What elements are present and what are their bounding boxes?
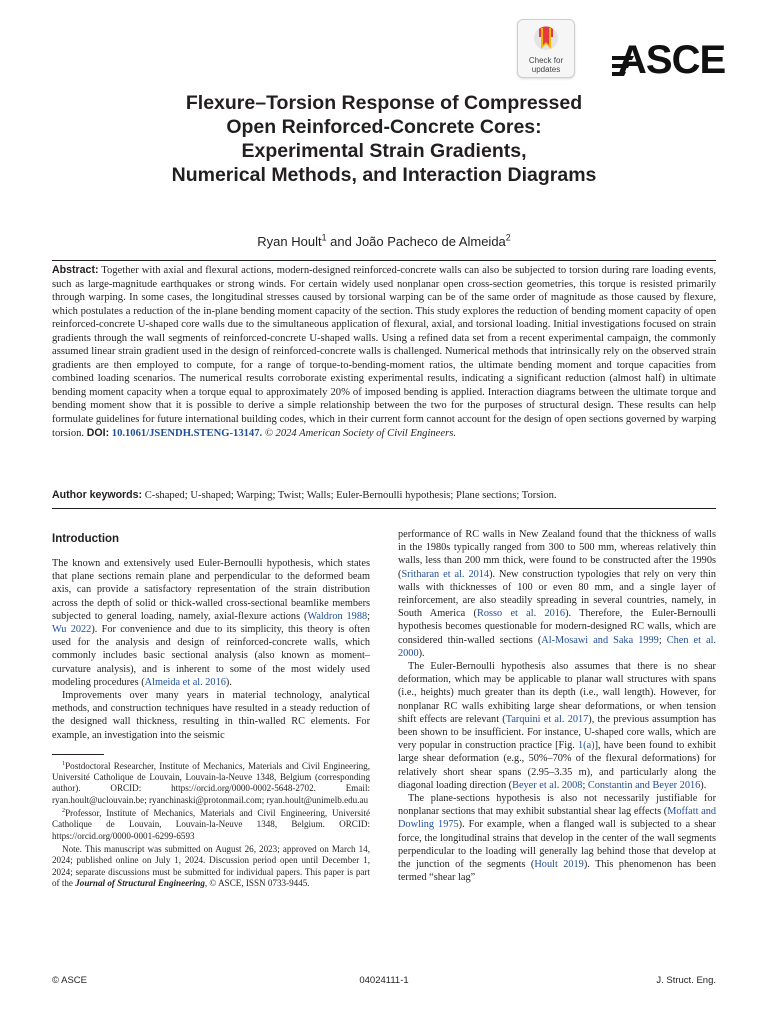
intro-p1-text-b: ). For convenience and due to its simplicity, this theory is often used for the analysis and design of reinforced-concrete walls, which commonly includes basic sectional analysis (also known as moment–curvature analysis), and is inherent to some of the most widely used modeling procedures (	[52, 624, 371, 688]
keywords-label: Author keywords:	[52, 489, 143, 501]
submission-note-text-b: , © ASCE, ISSN 0733-9445.	[204, 877, 310, 888]
ref-link-wu[interactable]: Wu 2022	[52, 624, 92, 636]
title-line-1: Flexure–Torsion Response of Compressed	[185, 92, 583, 114]
doi-link[interactable]: 10.1061/JSENDH.STENG-13147.	[111, 427, 263, 439]
abstract-copyright: © 2024 American Society of Civil Engineers.	[264, 427, 456, 439]
abstract	[52, 264, 716, 440]
check-updates-line1: Check for	[528, 56, 564, 65]
check-for-updates-label	[518, 56, 574, 74]
right-p1-text-b: ). New construction typologies that rely on very thin walls with thicknesses of 100 or even 80 mm, and a single layer of reinforcement, are also steadily spreading in several countries, namely, in South America (	[398, 568, 717, 620]
right-p1-text-a: performance of RC walls in New Zealand found that the thickness of walls in the 1980s typically ranged from 300 to 500 mm, whereas relatively thin walls, less than 200 mm thick, were found to be constructed after the 1990s (	[398, 529, 716, 580]
ref-link-al-mosawi[interactable]: Al-Mosawi and Saka 1999	[541, 634, 659, 646]
left-column	[52, 528, 370, 889]
submission-note	[52, 844, 370, 889]
right-p1-text-d: ).	[418, 647, 425, 659]
author-2-affiliation-marker: 2	[505, 232, 511, 243]
author-1-name: Ryan Hoult	[257, 234, 322, 249]
author-2-name: João Pacheco de Almeida	[355, 234, 506, 249]
journal-name: Journal of Structural Engineering	[75, 877, 205, 888]
footer-copyright: © ASCE	[52, 975, 87, 986]
footnote-1-text: Postdoctoral Researcher, Institute of Mechanics, Materials and Civil Engineering, Université Catholique de Louvain, Louvain-la-Neuve 1348, Belgium (corresponding author). ORCID: https://orcid.org/0000-0002-5648-2702. Email: ryan.hoult@uclouvain.be; ryanchinaski@protonmail.com; ryan.hoult@unimelb.edu.au	[52, 760, 370, 805]
right-p3-text-b: ). For example, when a flanged wall is subjected to a shear force, the longitudinal strains that develop in the center of the wall segments perpendicular to the loading will generally lag behind those that develop at the junction of the segments (	[398, 819, 716, 871]
title-line-2: Open Reinforced-Concrete Cores:	[226, 116, 542, 138]
right-p2-text-d: ).	[700, 779, 707, 791]
author-keywords	[52, 488, 716, 503]
ref-link-sritharan[interactable]: Sritharan et al. 2014	[401, 568, 490, 580]
ref-link-waldron[interactable]: Waldron 1988	[307, 610, 368, 622]
title-line-3: Experimental Strain Gradients,	[241, 140, 527, 162]
footnote-1-marker: 1	[62, 759, 66, 767]
footnote-2-text: Professor, Institute of Mechanics, Materials and Civil Engineering, Université Catholique de Louvain, Louvain-la-Neuve 1348, Belgium. ORCID: https://orcid.org/0000-0001-6299-6593	[52, 808, 370, 841]
keywords-text: C-shaped; U-shaped; Warping; Twist; Walls; Euler-Bernoulli hypothesis; Plane sections; Torsion.	[144, 490, 557, 501]
author-1-affiliation-marker: 1	[321, 232, 327, 243]
right-paragraph-3	[398, 792, 716, 884]
page-footer	[52, 975, 716, 989]
paper-title	[70, 91, 698, 187]
introduction-heading: Introduction	[52, 533, 120, 545]
abstract-top-rule	[52, 260, 716, 261]
right-column	[398, 528, 716, 884]
keywords-bottom-rule	[52, 508, 716, 509]
footer-article-number: 04024111-1	[359, 975, 409, 986]
ref-separator: ;	[658, 634, 667, 646]
author-list	[70, 234, 698, 250]
ref-link-beyer[interactable]: Beyer et al. 2008	[512, 779, 583, 791]
ref-link-hoult[interactable]: Hoult 2019	[534, 859, 584, 871]
right-paragraph-1	[398, 528, 716, 660]
author-joiner: and	[326, 234, 356, 249]
intro-p1-text-c: ).	[225, 676, 232, 688]
ref-link-constantin[interactable]: Constantin and Beyer 2016	[587, 779, 701, 791]
footnote-1	[52, 761, 370, 806]
intro-paragraph-1	[52, 557, 370, 689]
ref-link-almeida[interactable]: Almeida et al. 2016	[144, 676, 226, 688]
ref-separator: ;	[582, 779, 588, 791]
check-updates-line2: updates	[531, 65, 561, 74]
right-p2-text-b: ), the previous assumption has been shown to be insufficient. For instance, U-shaped core walls, which are very popular in construction practice [Fig.	[398, 713, 716, 752]
asce-logo	[612, 38, 726, 82]
submission-note-text-a: Note. This manuscript was submitted on August 26, 2023; approved on March 14, 2024; published online on July 1, 2024. Discussion period open until December 1, 2024; separate discussions must be submitted for individual papers. This paper is part of the	[52, 843, 370, 888]
abstract-label: Abstract:	[52, 264, 99, 276]
right-p2-text-c: ], have been found to exhibit large shear deformation (e.g., 50%–70% of the flexural deformations) for relatively short shear spans (2.95–3.35 m), and particularly along the diagonal loading direction (	[398, 740, 716, 791]
footer-journal-abbrev: J. Struct. Eng.	[656, 975, 716, 986]
check-for-updates-badge[interactable]	[517, 19, 575, 78]
ref-link-rosso[interactable]: Rosso et al. 2016	[476, 608, 566, 620]
title-line-4: Numerical Methods, and Interaction Diagrams	[171, 164, 597, 186]
ref-separator: ;	[367, 610, 370, 622]
footnote-2	[52, 808, 370, 842]
asce-logo-text: ASCE	[618, 38, 726, 82]
ref-link-chen[interactable]: Chen et al. 2000	[398, 634, 717, 659]
right-p3-text-c: ). This phenomenon has been termed “shear lag”	[398, 859, 717, 884]
right-p2-text-a: The Euler-Bernoulli hypothesis also assumes that there is no shear deformation, which may be applicable to planar wall structures with spans (i.e., heights) much greater than its depth (i.e., wall length). However, for nonplanar RC walls exhibiting large shear deformations, or when tension shift effects are relevant (	[398, 661, 716, 725]
intro-p1-text-a: The known and extensively used Euler-Bernoulli hypothesis, which states that plane sections remain plane and perpendicular to the deformed beam axis, can provide a satisfactory representation of the strain distribution across the depth of solid or thick-walled cross-sectional beamlike members subjected to general loading, namely, axial-flexure actions (	[52, 558, 370, 622]
right-paragraph-2	[398, 660, 716, 792]
bookmark-ribbon-icon	[533, 25, 559, 55]
figure-link-1a[interactable]: 1(a)	[578, 740, 595, 752]
right-p3-text-a: The plane-sections hypothesis is also not necessarily justifiable for nonplanar sections that may exhibit substantial shear lag effects (	[398, 793, 716, 818]
ref-link-tarquini[interactable]: Tarquini et al. 2017	[505, 713, 589, 725]
intro-paragraph-2: Improvements over many years in material technology, analytical methods, and construction techniques have resulted in a steady reduction of the designed wall thickness, resulting in thin-walled RC elements. For example, an investigation into the seismic	[52, 690, 370, 741]
footnotes	[52, 761, 370, 889]
right-p1-text-c: ). Therefore, the Euler-Bernoulli hypothesis becomes questionable for modern-designed RC walls, which are considered thin-walled sections (	[398, 608, 716, 646]
ref-link-moffatt[interactable]: Moffatt and Dowling 1975	[398, 806, 716, 831]
footnote-2-marker: 2	[62, 807, 66, 814]
footnote-rule	[52, 754, 104, 755]
doi-label: DOI:	[86, 426, 110, 439]
abstract-text: Together with axial and flexural actions, modern-designed reinforced-concrete walls can also be subjected to torsion during rare loading events, such as large-magnitude earthquakes or strong winds. For certain widely used nonplanar open cross-section geometries, this torque is resisted primarily through warping. In some cases, the longitudinal stresses caused by torsional warping can be of the same order of magnitude as those caused by flexure, which postulates a reduction of the in-plane bending moment capacity of the section. This study explores the reduction of bending moment capacity of open reinforced-concrete U-shaped core walls due to the simultaneous application of flexural, axial, and torsional loading. Initial investigations focused on strain gradients through the wall segments of reinforced-concrete U-shaped walls. Using a refined data set from a recent experimental campaign, the commonly assumed linear strain gradient used in the design of reinforced-concrete walls is challenged. Numerical methods that intrinsically rely on the observed strain gradients are then employed to compute, for a range of torque-to-bending-moment ratios, the ultimate bending moment and torque capacities from combined loading scenarios. The numerical results corroborate existing experimental results, indicating a significant reduction (almost half) in ultimate bending moment capacity when a torque equal to approximately 20% of imposed bending is applied. Interaction diagrams between the ultimate torque and bending moment show that it is possible to derive a simple relationship between the two for the purposes of structural design. These results can help formulate guidelines for future international building codes, which in their current form cannot account for the design of open sections governed by warping torsion.	[52, 265, 716, 439]
